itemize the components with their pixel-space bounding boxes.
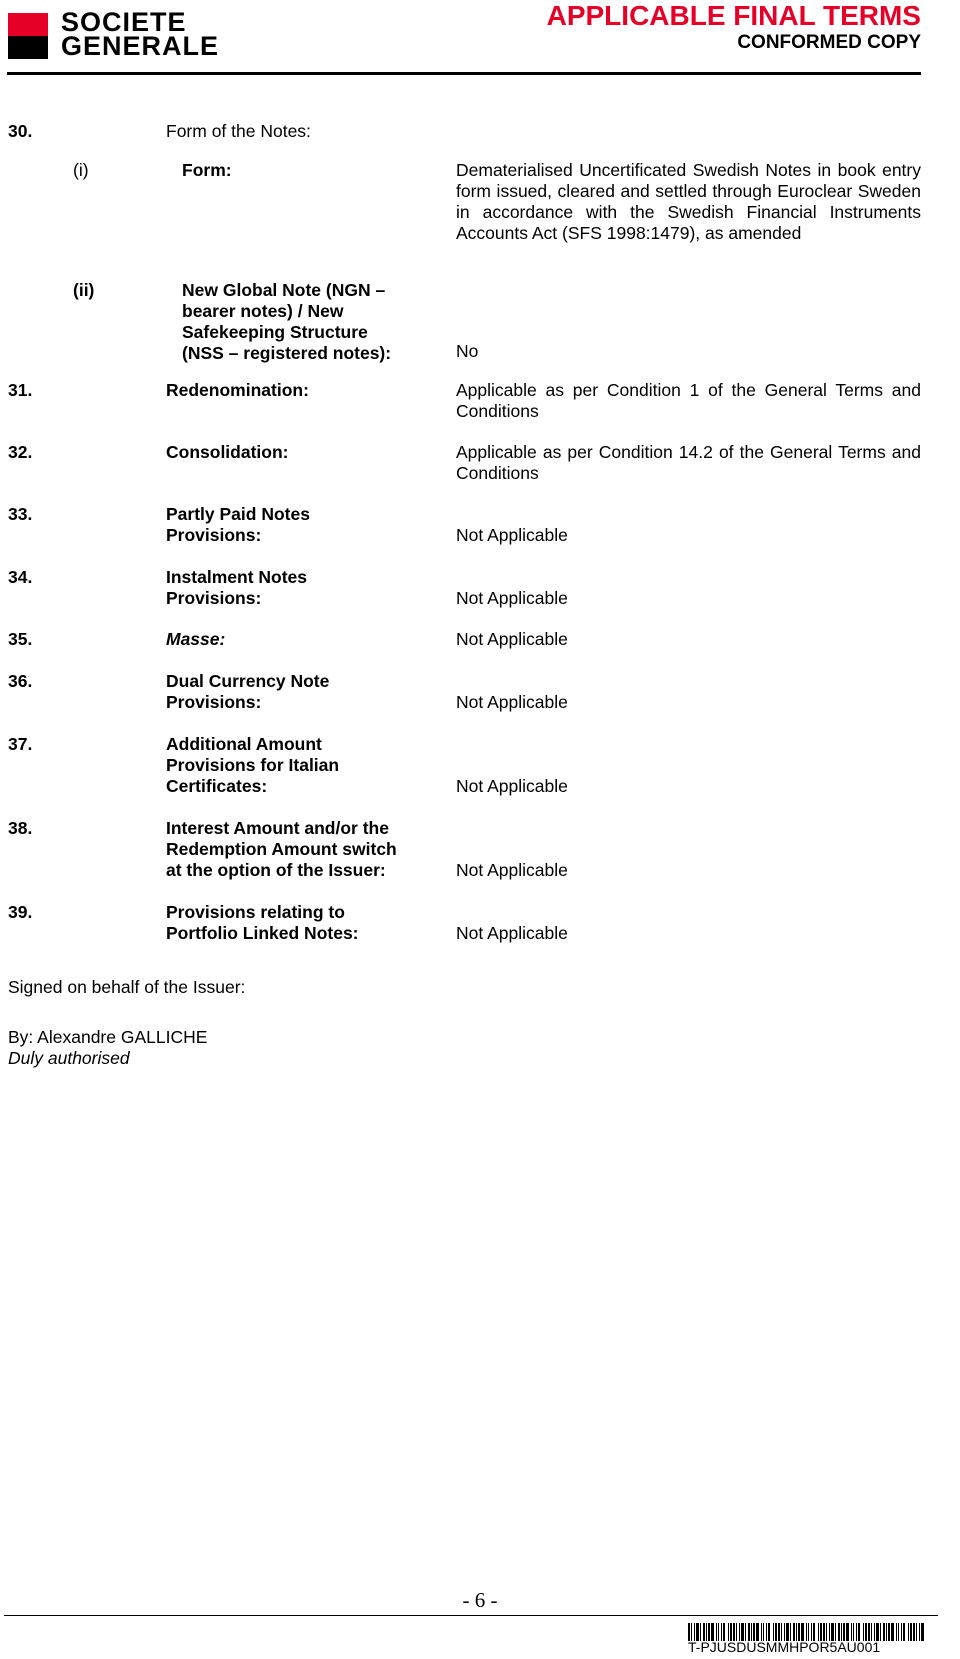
item-number: 39. xyxy=(8,902,33,922)
item-number: 35. xyxy=(8,629,33,649)
item-label: Interest Amount and/or the Redemption Amount switch at the option of the Issuer: xyxy=(166,818,397,880)
item-number: 37. xyxy=(8,734,33,754)
item-label: Masse: xyxy=(166,629,226,649)
company-logo-mark xyxy=(8,13,48,59)
document-subtitle: CONFORMED COPY xyxy=(737,32,921,53)
item-number: 34. xyxy=(8,567,33,587)
item-number: 38. xyxy=(8,818,33,838)
item-number: 36. xyxy=(8,671,33,691)
company-logo-text xyxy=(61,7,220,61)
item-number: 33. xyxy=(8,504,33,524)
item-number: 30. xyxy=(8,121,33,141)
logo-line-1: SOCIETE xyxy=(61,7,187,37)
item-value: Not Applicable xyxy=(456,525,568,545)
logo-red-block xyxy=(8,13,48,36)
item-value: Not Applicable xyxy=(456,776,568,796)
item-value: Not Applicable xyxy=(456,629,568,649)
signatory-capacity: Duly authorised xyxy=(8,1048,130,1068)
item-label: Additional Amount Provisions for Italian Certificates: xyxy=(166,734,340,796)
subitem-label: Form: xyxy=(182,160,232,180)
item-label: Dual Currency Note Provisions: xyxy=(166,671,330,712)
item-label: Partly Paid Notes Provisions: xyxy=(166,504,310,545)
item-label: Redenomination: xyxy=(166,380,309,400)
subitem-label: New Global Note (NGN – bearer notes) / New Safekeeping Structure (NSS – registered notes): xyxy=(182,280,392,363)
item-label: Consolidation: xyxy=(166,442,289,462)
page-number: - 6 - xyxy=(462,1588,498,1612)
item-value: Not Applicable xyxy=(456,692,568,712)
item-value: Not Applicable xyxy=(456,588,568,608)
item-label: Form of the Notes: xyxy=(166,121,311,141)
item-label: Instalment Notes Provisions: xyxy=(166,567,307,608)
document-title: APPLICABLE FINAL TERMS xyxy=(546,0,921,31)
subitem-value: No xyxy=(456,341,479,361)
logo-black-block xyxy=(8,36,48,59)
item-value: Not Applicable xyxy=(456,923,568,943)
item-value: Not Applicable xyxy=(456,860,568,880)
signatory-name: By: Alexandre GALLICHE xyxy=(8,1027,208,1047)
signed-on-behalf: Signed on behalf of the Issuer: xyxy=(8,977,246,997)
subitem-number: (ii) xyxy=(73,280,95,300)
header-rule xyxy=(7,72,921,75)
document-reference: T-PJUSDUSMMHPOR5AU001 xyxy=(688,1639,881,1655)
item-label: Provisions relating to Portfolio Linked Notes: xyxy=(166,902,359,943)
subitem-number: (i) xyxy=(73,160,89,180)
footer-rule xyxy=(4,1615,938,1616)
item-value: Applicable as per Condition 14.2 of the General Terms and Conditions xyxy=(456,442,921,483)
item-number: 32. xyxy=(8,442,33,462)
subitem-value: Dematerialised Uncertificated Swedish Notes in book entry form issued, cleared and settled through Euroclear Sweden in accordance with the Swedish Financial Instruments Accounts Act (SFS 1998:1479), as amended xyxy=(456,160,921,243)
logo-line-2: GENERALE xyxy=(61,31,220,61)
item-value: Applicable as per Condition 1 of the General Terms and Conditions xyxy=(456,380,921,421)
item-number: 31. xyxy=(8,380,33,400)
